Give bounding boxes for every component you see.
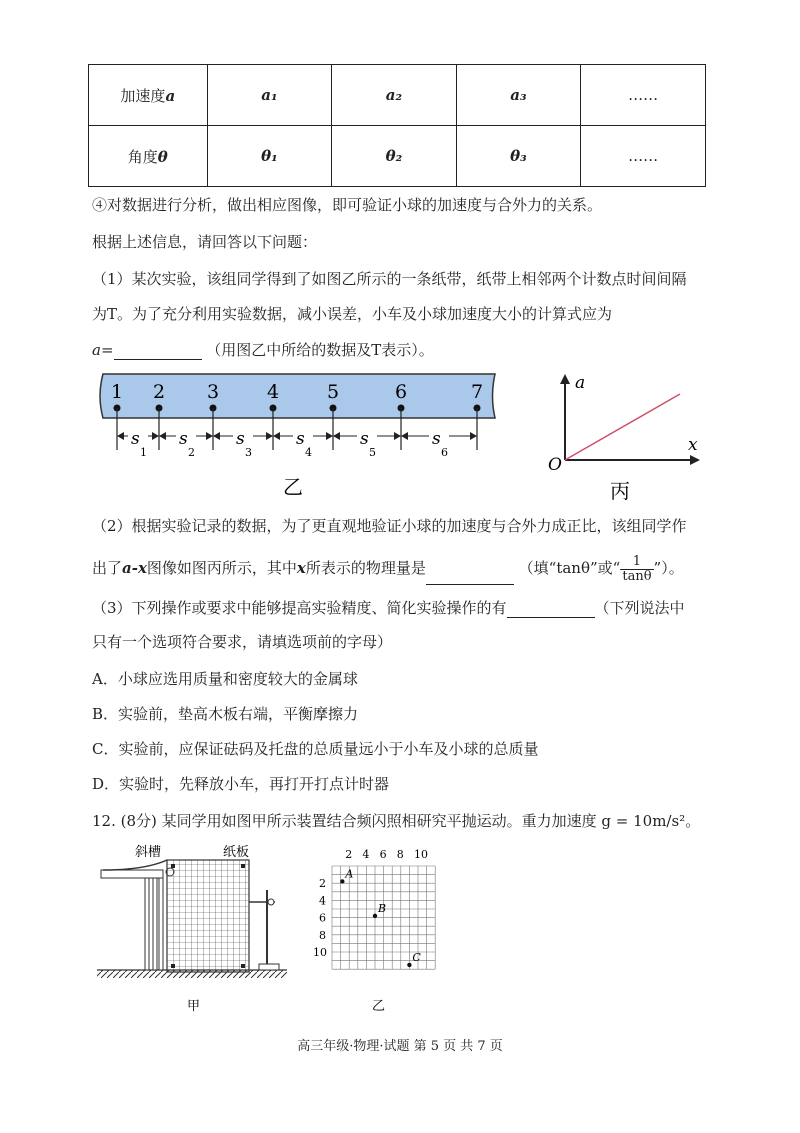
graph-line — [565, 394, 680, 460]
grid-top-tick: 4 — [362, 848, 370, 861]
tape-point-label: 2 — [153, 381, 166, 403]
graph-caption: 丙 — [610, 479, 630, 503]
segment-subscript: 5 — [369, 446, 376, 459]
q12-text: 12. (8分) 某同学用如图甲所示装置结合频闪照相研究平抛运动。重力加速度 g = 10m/s²。 — [92, 812, 701, 830]
origin-label: O — [548, 455, 562, 475]
arrow-left-icon — [213, 432, 220, 440]
arrow-left-icon — [333, 432, 340, 440]
cell-ellipsis: …… — [581, 126, 706, 187]
q1-line3: a= （用图乙中所给的数据及T表示）。 — [92, 341, 434, 359]
grid-left-tick: 10 — [313, 946, 327, 959]
tape-point-label: 1 — [111, 381, 124, 403]
data-table — [88, 64, 706, 187]
grid-left-tick: 8 — [319, 928, 326, 942]
cell-ellipsis: …… — [581, 65, 706, 126]
segment-label: s — [179, 429, 188, 449]
intro-text: 根据上述信息，请回答以下问题： — [92, 233, 318, 251]
q3-line1: （3）下列操作或要求中能够提高实验精度、简化实验操作的有 （下列说法中 — [92, 599, 685, 617]
segment-label: s — [236, 429, 245, 449]
grid-top-tick: 8 — [396, 848, 404, 861]
q2-line1: （2）根据实验记录的数据，为了更直观地验证小球的加速度与合外力成正比，该组同学作 — [92, 517, 687, 535]
table-top — [101, 870, 163, 878]
tape-point-label: 4 — [267, 381, 280, 403]
segment-subscript: 2 — [188, 446, 195, 459]
option-b: B．实验前，垫高木板右端，平衡摩擦力 — [92, 705, 359, 723]
answer-blank-1[interactable] — [114, 343, 202, 360]
apparatus-figure — [95, 840, 295, 1020]
arrow-left-icon — [159, 432, 166, 440]
grid-top-tick: 2 — [345, 848, 353, 861]
grid-point-label: A — [345, 867, 354, 881]
apparatus-caption: 甲 — [187, 999, 201, 1014]
arrow-right-icon — [326, 432, 333, 440]
grid-left-tick: 6 — [319, 911, 326, 925]
segment-subscript: 4 — [305, 446, 312, 459]
arrow-left-icon — [273, 432, 280, 440]
fraction: $\frac{1}{\tan\theta}$ — [622, 553, 652, 584]
grid-point-label: C — [412, 950, 421, 964]
stand-base — [259, 964, 279, 970]
tape-figure — [95, 366, 505, 506]
y-label: a — [575, 373, 586, 393]
tape-point-label: 6 — [395, 381, 408, 403]
arrow-right-icon — [206, 432, 213, 440]
segment-subscript: 3 — [245, 446, 252, 459]
segment-subscript: 6 — [441, 446, 448, 459]
coordinate-grid-figure — [300, 840, 460, 1020]
header-acceleration: 加速度a — [89, 65, 208, 126]
cell-theta1: θ₁ — [207, 126, 332, 187]
grid-board — [167, 860, 249, 972]
segment-subscript: 1 — [140, 446, 147, 459]
graph-figure — [530, 370, 710, 510]
table-row — [89, 65, 706, 126]
q1-line1: （1）某次实验，该组同学得到了如图乙所示的一条纸带，纸带上相邻两个计数点时间间隔 — [92, 270, 687, 288]
header-angle: 角度θ — [89, 126, 208, 187]
page-footer: 高三年级·物理·试题 第 5 页 共 7 页 — [297, 1039, 503, 1054]
segment-label: s — [432, 429, 441, 449]
label-board: 纸板 — [223, 845, 250, 860]
cell-a3: a₃ — [456, 65, 581, 126]
tape-point-label: 3 — [207, 381, 220, 403]
segment-label: s — [131, 429, 140, 449]
cell-a1: a₁ — [207, 65, 332, 126]
grid-point — [407, 963, 411, 967]
label-chute: 斜槽 — [135, 845, 162, 860]
option-d: D．实验时，先释放小车，再打开打点计时器 — [92, 775, 390, 793]
grid-top-tick: 6 — [379, 848, 387, 861]
tape-point-label: 7 — [471, 381, 484, 403]
segment-label: s — [360, 429, 369, 449]
step-4: ④对数据进行分析，做出相应图像，即可验证小球的加速度与合外力的关系。 — [92, 196, 603, 214]
option-c: C．实验前，应保证砝码及托盘的总质量远小于小车及小球的总质量 — [92, 740, 539, 758]
arrow-right-icon — [152, 432, 159, 440]
answer-blank-2[interactable] — [426, 568, 514, 585]
cell-a2: a₂ — [332, 65, 457, 126]
grid-point-label: B — [378, 901, 387, 915]
arrow-right-icon — [266, 432, 273, 440]
grid-left-tick: 2 — [319, 877, 326, 891]
grid-top-tick: 10 — [414, 848, 428, 861]
cell-theta3: θ₃ — [456, 126, 581, 187]
table-row — [89, 126, 706, 187]
cell-theta2: θ₂ — [332, 126, 457, 187]
arrow-right-icon — [470, 432, 477, 440]
tape-point-label: 5 — [327, 381, 340, 403]
segment-label: s — [296, 429, 305, 449]
arrow-left-icon — [401, 432, 408, 440]
option-a: A．小球应选用质量和密度较大的金属球 — [92, 670, 358, 688]
y-arrow-icon — [560, 374, 570, 384]
arrow-left-icon — [117, 432, 124, 440]
grid-left-tick: 4 — [319, 894, 326, 908]
answer-blank-3[interactable] — [507, 601, 595, 618]
chute — [103, 860, 167, 870]
tape-caption: 乙 — [283, 475, 303, 499]
x-label: x — [688, 435, 698, 455]
arrow-right-icon — [394, 432, 401, 440]
x-arrow-icon — [690, 455, 700, 465]
q1-line2: 为T。为了充分利用实验数据，减小误差，小车及小球加速度大小的计算式应为 — [92, 305, 613, 323]
grid-caption: 乙 — [372, 999, 386, 1014]
q2-line2: 出了a-x图像如图丙所示，其中x所表示的物理量是 （填“tanθ”或“ $\frac{1}{\tan\theta}$ ”）。 — [92, 553, 684, 584]
q3-line2: 只有一个选项符合要求，请填选项前的字母） — [92, 633, 393, 651]
grid-point — [373, 914, 377, 918]
grid-point — [340, 879, 344, 883]
